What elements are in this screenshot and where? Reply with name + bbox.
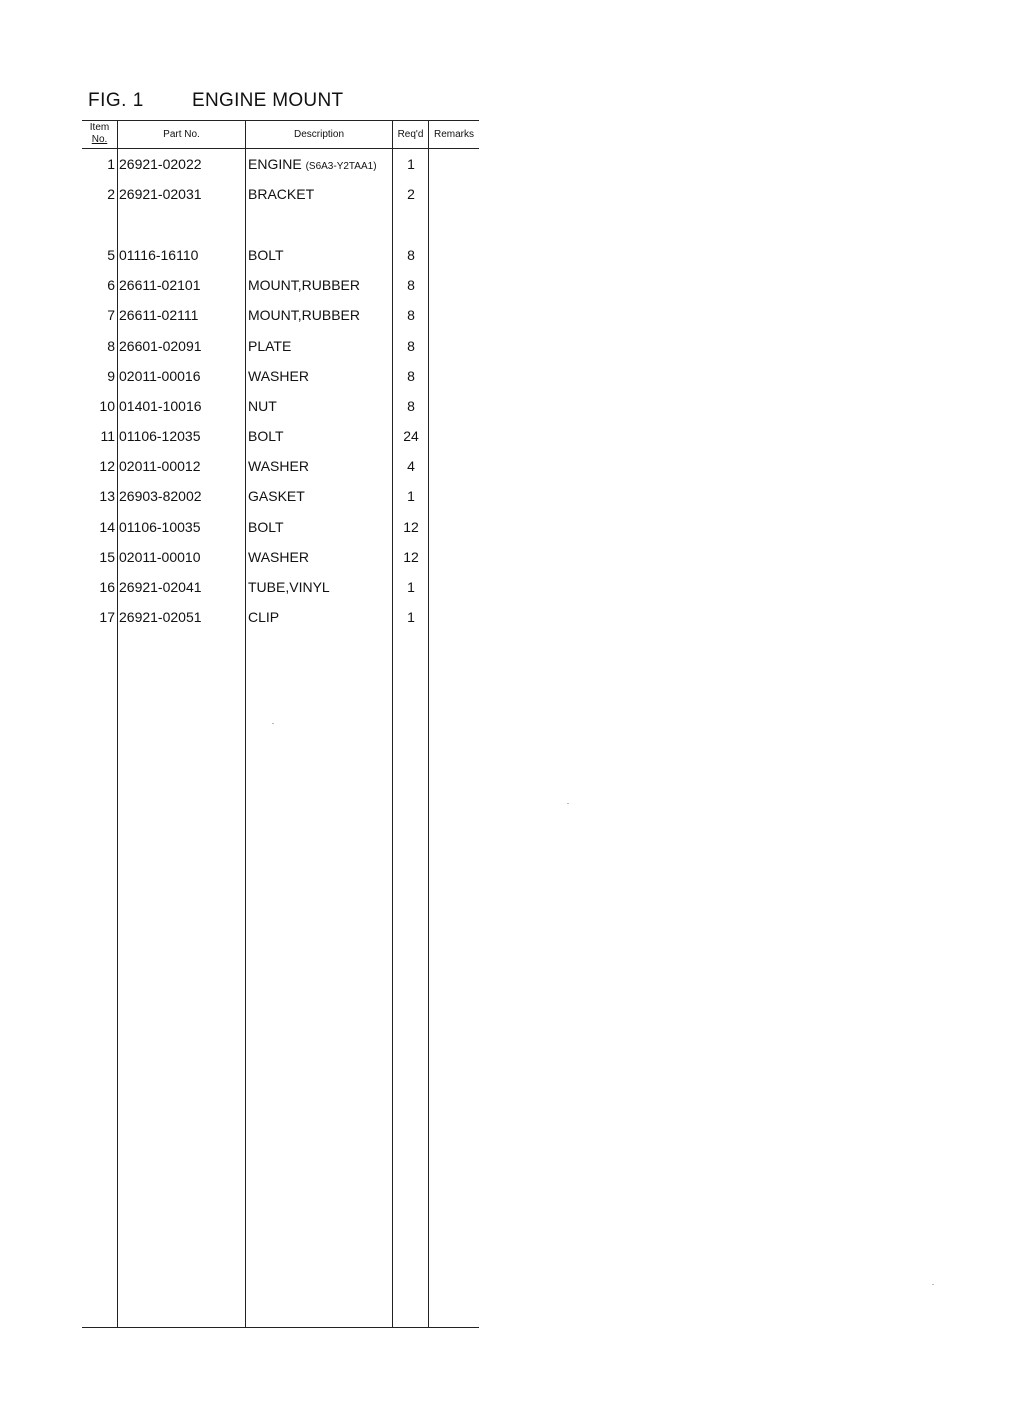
table-row [82, 458, 479, 488]
part-description [248, 156, 377, 175]
quantity-required: 4 [407, 458, 415, 474]
part-number: 02011-00016 [119, 368, 201, 384]
part-description: WASHER [248, 368, 309, 384]
table-row [82, 156, 479, 186]
header-reqd: Req'd [397, 129, 424, 140]
part-description: MOUNT,RUBBER [248, 307, 361, 323]
quantity-required: 8 [407, 368, 415, 384]
part-description: BOLT [248, 428, 284, 444]
table-row [82, 277, 479, 307]
part-number: 02011-00012 [119, 458, 201, 474]
item-number: 5 [107, 247, 115, 263]
item-number: 7 [107, 307, 115, 323]
item-number: 12 [99, 458, 115, 474]
description-note: (S6A3-Y2TAA1) [305, 161, 377, 172]
table-row [82, 579, 479, 609]
scan-speck [567, 803, 569, 804]
item-number: 11 [100, 428, 115, 444]
part-number: 26921-02022 [119, 156, 202, 172]
parts-table [82, 120, 479, 1328]
part-description: MOUNT,RUBBER [248, 277, 361, 293]
part-description: BRACKET [248, 186, 315, 202]
header-item-line2: No. [91, 134, 108, 145]
part-description: WASHER [248, 458, 309, 474]
table-row [82, 186, 479, 216]
item-number: 6 [107, 277, 115, 293]
table-row [82, 247, 479, 277]
part-description: WASHER [248, 549, 309, 565]
table-top-rule [82, 120, 479, 121]
description-text: ENGINE [248, 156, 302, 172]
table-row [82, 338, 479, 368]
item-number: 2 [107, 186, 115, 202]
part-number: 26921-02051 [119, 609, 202, 625]
quantity-required: 8 [407, 398, 415, 414]
part-description: CLIP [248, 609, 280, 625]
quantity-required: 1 [407, 609, 415, 625]
quantity-required: 8 [407, 277, 415, 293]
part-number: 01106-10035 [119, 519, 201, 535]
item-number: 9 [107, 368, 115, 384]
header-description: Description [293, 129, 345, 140]
header-item-no [82, 123, 117, 145]
header-item-line1: Item [89, 122, 110, 133]
table-row [82, 519, 479, 549]
table-row [82, 428, 479, 458]
header-part-no: Part No. [163, 129, 200, 140]
table-bottom-rule [82, 1327, 479, 1328]
item-number: 15 [99, 549, 115, 565]
part-number: 26611-02101 [119, 277, 201, 293]
table-row [82, 307, 479, 337]
part-description: GASKET [248, 488, 305, 504]
table-row [82, 368, 479, 398]
part-description: BOLT [248, 247, 284, 263]
quantity-required: 2 [407, 186, 415, 202]
part-number: 01401-10016 [119, 398, 202, 414]
table-row [82, 609, 479, 639]
item-number: 10 [99, 398, 115, 414]
item-number: 1 [107, 156, 115, 172]
part-number: 01106-12035 [119, 428, 201, 444]
quantity-required: 8 [407, 338, 415, 354]
quantity-required: 8 [407, 247, 415, 263]
part-number: 01116-16110 [119, 247, 199, 263]
part-description: PLATE [248, 338, 292, 354]
item-number: 16 [99, 579, 115, 595]
quantity-required: 1 [407, 579, 415, 595]
part-number: 26611-02111 [119, 307, 199, 323]
table-row [82, 549, 479, 579]
quantity-required: 12 [403, 549, 419, 565]
part-number: 26921-02031 [119, 186, 202, 202]
quantity-required: 1 [407, 156, 415, 172]
figure-title: ENGINE MOUNT [192, 90, 344, 111]
item-number: 17 [99, 609, 115, 625]
part-number: 26921-02041 [119, 579, 202, 595]
part-description: NUT [248, 398, 277, 414]
item-number: 13 [99, 488, 115, 504]
item-number: 14 [99, 519, 115, 535]
scan-speck [932, 1284, 934, 1285]
table-row [82, 398, 479, 428]
quantity-required: 1 [407, 488, 415, 504]
table-row [82, 488, 479, 518]
part-description: TUBE,VINYL [248, 579, 330, 595]
header-bottom-rule [82, 148, 479, 149]
quantity-required: 8 [407, 307, 415, 323]
figure-label: FIG. 1 [88, 90, 144, 111]
scan-speck [272, 723, 274, 724]
item-number: 8 [107, 338, 115, 354]
quantity-required: 12 [403, 519, 419, 535]
part-description: BOLT [248, 519, 284, 535]
part-number: 26601-02091 [119, 338, 202, 354]
part-number: 02011-00010 [119, 549, 201, 565]
header-remarks: Remarks [433, 129, 474, 140]
quantity-required: 24 [403, 428, 419, 444]
part-number: 26903-82002 [119, 488, 202, 504]
